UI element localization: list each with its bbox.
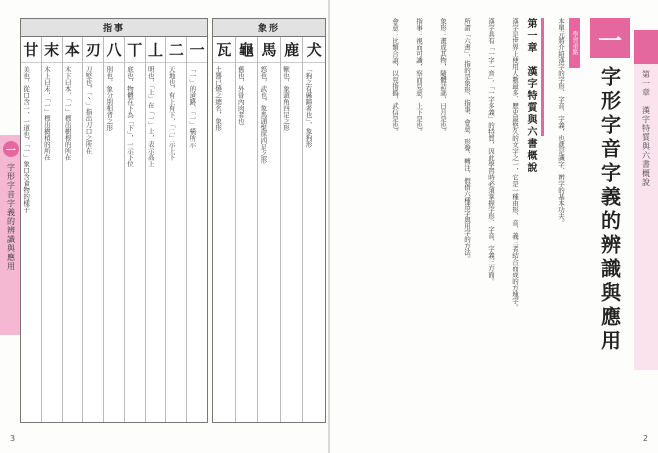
study-focus-badge: 學習重點 bbox=[569, 18, 580, 68]
left-tab-number: 一 bbox=[3, 141, 19, 157]
right-page-number: 2 bbox=[642, 434, 648, 443]
zhishi-glyph: 刃 bbox=[83, 37, 103, 63]
zhishi-col bbox=[62, 37, 83, 422]
zhishi-glyph: 丅 bbox=[125, 37, 145, 63]
zhishi-text: 「一」的道路、「一」橫所示 bbox=[188, 66, 197, 148]
body-paragraph: 漢字具有「一字一音」、「一字多義」的特質，因此學習時必須掌握字形、字音、字義三方面。 bbox=[487, 18, 495, 285]
zhishi-glyph: 八 bbox=[104, 37, 124, 63]
section-title: 第一章 漢字特質與六書概說 bbox=[525, 18, 536, 174]
xiangxing-text: 怒也，武也，象馬頭髦尾四足之形 bbox=[259, 66, 268, 164]
zhishi-glyph: 一 bbox=[187, 37, 207, 63]
xiangxing-col bbox=[280, 37, 303, 422]
right-side-tab bbox=[634, 30, 658, 370]
xiangxing-glyph: 瓦 bbox=[213, 37, 235, 63]
xiangxing-glyph: 馬 bbox=[258, 37, 280, 63]
zhishi-text: 美也，從口含一，一道也，「一」象口含食物的樣子 bbox=[22, 66, 31, 213]
left-tab-text: 字形字音字義的辨識與應用 bbox=[6, 163, 16, 271]
zhishi-columns bbox=[21, 37, 207, 422]
body-paragraph: 指事：視而可識，察而見意，上下是也。 bbox=[415, 18, 423, 135]
chapter-title-block bbox=[588, 18, 632, 438]
zhishi-header: 指事 bbox=[21, 19, 207, 37]
section-accent-bar bbox=[541, 18, 544, 136]
zhishi-col bbox=[21, 37, 41, 422]
xiangxing-table bbox=[212, 18, 326, 423]
xiangxing-col bbox=[302, 37, 325, 422]
zhishi-col bbox=[41, 37, 62, 422]
xiangxing-col bbox=[235, 37, 258, 422]
zhishi-col bbox=[165, 37, 186, 422]
body-paragraph: 所謂「六書」，指的是象形、指事、會意、形聲、轉注、假借六種造字與用字的方法。 bbox=[463, 18, 471, 262]
xiangxing-text: 土器已燒之總名，象形 bbox=[214, 66, 223, 131]
zhishi-text: 底也，物體在下為「下」，一示下位 bbox=[126, 66, 134, 167]
xiangxing-text: 舊也，外骨內肉者也 bbox=[236, 66, 245, 125]
xiangxing-col bbox=[213, 37, 235, 422]
body-paragraph: 象形：畫成其物，隨體詰詘，日月是也。 bbox=[439, 18, 447, 135]
zhishi-text: 木上曰末，「一」標出樹梢的所在 bbox=[42, 66, 51, 161]
body-paragraph: 會意：比類合誼，以見指撝，武信是也。 bbox=[391, 18, 399, 135]
right-page bbox=[330, 0, 658, 453]
zhishi-text: 別也，象分別相背之形 bbox=[105, 66, 114, 131]
zhishi-glyph: 末 bbox=[42, 37, 62, 63]
body-paragraph: 漢字是世界上使用人數最多、歷史最悠久的文字之一，它是一種由形、音、義三者結合而成的方塊字。 bbox=[511, 18, 519, 311]
left-page-number: 3 bbox=[10, 434, 16, 443]
chapter-title: 字形字音字義的辨識與應用 bbox=[597, 66, 622, 354]
xiangxing-text: 獸也，象頭角四足之形 bbox=[281, 66, 290, 131]
zhishi-glyph: 本 bbox=[63, 37, 83, 63]
xiangxing-glyph: 龜 bbox=[236, 37, 258, 63]
xiangxing-glyph: 犬 bbox=[303, 37, 325, 63]
zhishi-text: 刀堅也，「丶」指出刀口之所在 bbox=[84, 66, 93, 154]
xiangxing-header: 象形 bbox=[213, 19, 325, 37]
zhishi-glyph: 丄 bbox=[146, 37, 166, 63]
left-side-tab bbox=[0, 135, 22, 335]
xiangxing-glyph: 鹿 bbox=[281, 37, 303, 63]
zhishi-text: 天地也，有上有下，「二」示上下 bbox=[167, 66, 176, 161]
zhishi-glyph: 甘 bbox=[21, 37, 41, 63]
zhishi-table bbox=[20, 18, 208, 423]
zhishi-col bbox=[124, 37, 145, 422]
zhishi-text: 木下曰本，「一」標出樹根的所在 bbox=[63, 66, 72, 161]
zhishi-col bbox=[145, 37, 166, 422]
zhishi-glyph: 二 bbox=[166, 37, 186, 63]
left-page bbox=[0, 0, 328, 453]
intro-paragraph: 本單元將介紹漢字的字形、字音、字義，也就是識字、辨字的基本功夫。 bbox=[557, 18, 565, 226]
zhishi-col bbox=[82, 37, 103, 422]
right-tab-marker bbox=[634, 30, 658, 64]
zhishi-col bbox=[103, 37, 124, 422]
xiangxing-col bbox=[257, 37, 280, 422]
xiangxing-text: 「狗之有縣蹄者也」，象狗形 bbox=[304, 66, 313, 148]
zhishi-col bbox=[186, 37, 207, 422]
chapter-number: 一 bbox=[590, 18, 630, 58]
xiangxing-columns bbox=[213, 37, 325, 422]
zhishi-text: 明也，「上」在「一」上，表示高上 bbox=[146, 66, 155, 167]
right-tab-text: 第一章 漢字特質與六書概說 bbox=[641, 70, 651, 187]
